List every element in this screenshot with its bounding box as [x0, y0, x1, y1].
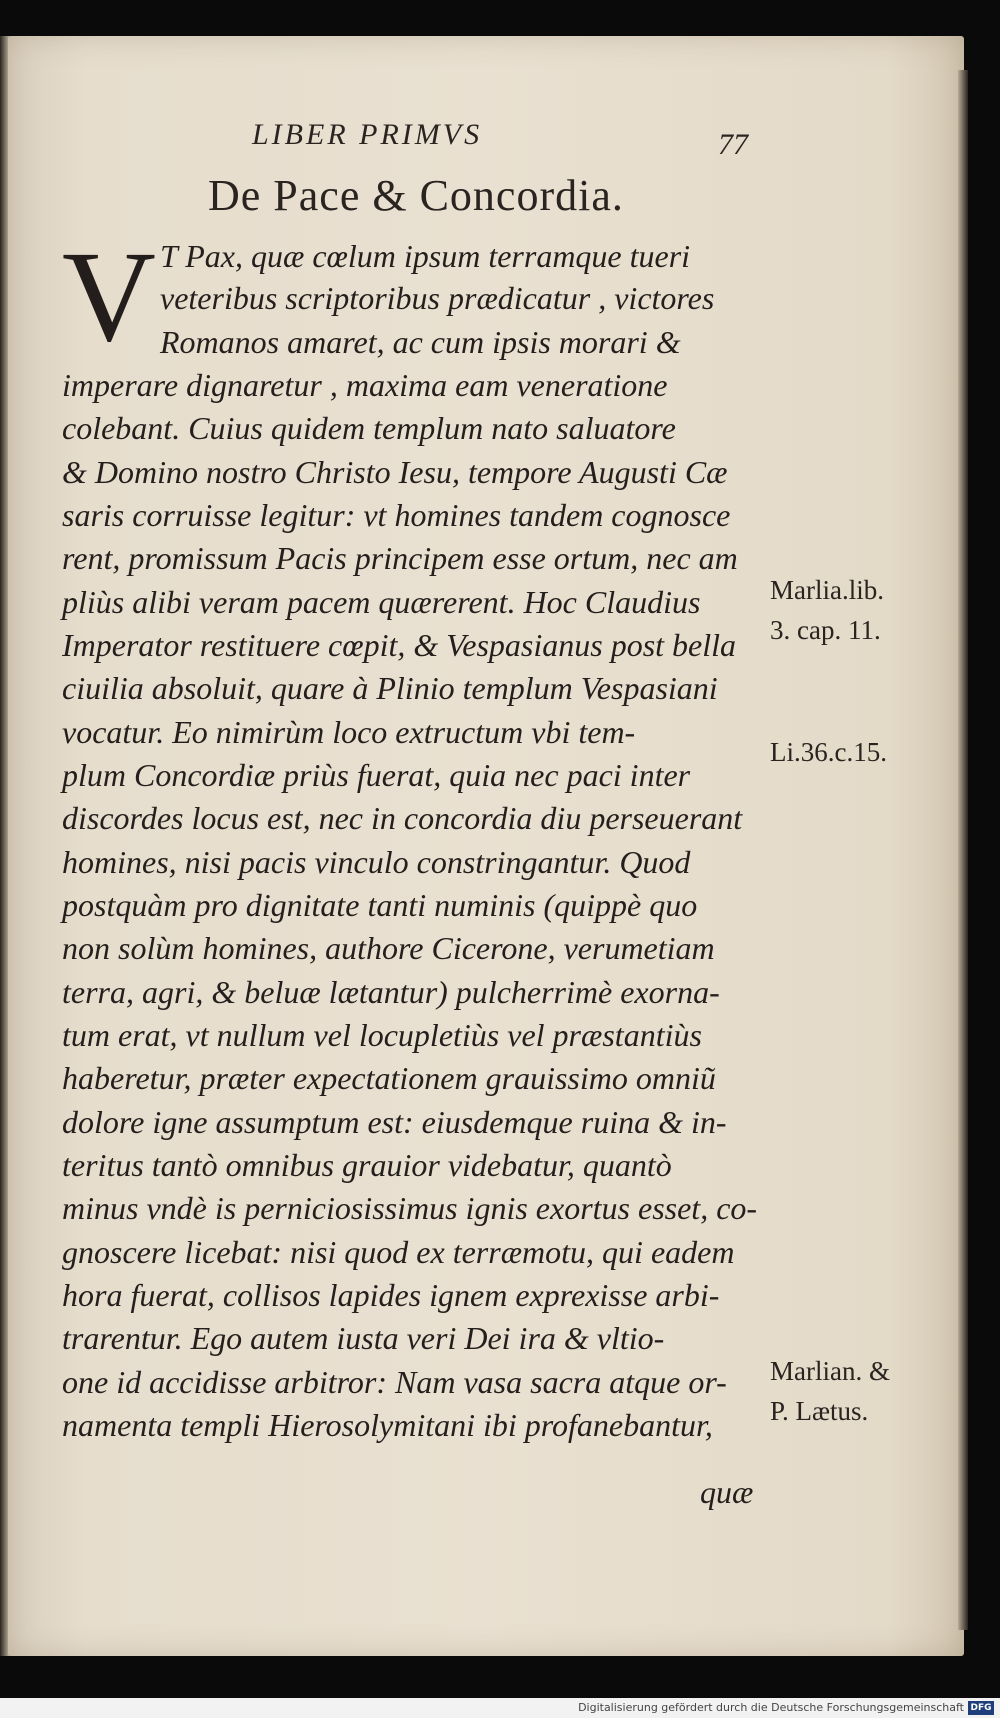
text-line: pliùs alibi veram pacem quærerent. Hoc Claudius	[62, 584, 701, 620]
text-line: colebant. Cuius quidem templum nato saluatore	[62, 410, 676, 446]
text-line: imperare dignaretur , maxima eam veneratione	[62, 367, 668, 403]
text-line: gnoscere licebat: nisi quod ex terræmotu, qui eadem	[62, 1234, 735, 1270]
text-line: T Pax, quæ cœlum ipsum terramque tueri	[160, 238, 691, 274]
marginal-note: P. Lætus.	[770, 1396, 869, 1426]
chapter-title: De Pace & Concordia.	[208, 171, 624, 220]
text-line: dolore igne assumptum est: eiusdemque ruina & in-	[62, 1104, 727, 1140]
text-line: plum Concordiæ priùs fuerat, quia nec paci inter	[62, 757, 691, 793]
text-line: tum erat, vt nullum vel locupletiùs vel præstantiùs	[62, 1017, 702, 1053]
text-line: discordes locus est, nec in concordia diu perseuerant	[62, 800, 743, 836]
text-line: Romanos amaret, ac cum ipsis morari &	[160, 324, 681, 360]
text-line: rent, promissum Pacis principem esse ortum, nec am	[62, 540, 738, 576]
text-line: trarentur. Ego autem iusta veri Dei ira & vltio-	[62, 1320, 665, 1356]
catchword: quæ	[700, 1474, 754, 1510]
text-line: one id accidisse arbitror: Nam vasa sacra atque or-	[62, 1364, 727, 1400]
text-line: namenta templi Hierosolymitani ibi profanebantur,	[62, 1407, 713, 1443]
dfg-logo: DFG	[968, 1701, 994, 1715]
marginal-note: Marlia.lib.	[770, 575, 884, 605]
marginal-note: Li.36.c.15.	[770, 737, 887, 767]
marginal-note: 3. cap. 11.	[770, 615, 881, 645]
text-line: hora fuerat, collisos lapides ignem exprexisse arbi-	[62, 1277, 720, 1313]
text-line: vocatur. Eo nimirùm loco extructum vbi tem-	[62, 714, 636, 750]
page-edge	[958, 70, 968, 1630]
text-line: terra, agri, & beluæ lætantur) pulcherrimè exorna-	[62, 974, 720, 1010]
drop-cap: V	[62, 225, 156, 369]
funding-credit: Digitalisierung gefördert durch die Deutsche Forschungsgemeinschaft	[578, 1701, 964, 1714]
text-line: Imperator restituere cœpit, & Vespasianus post bella	[62, 627, 737, 663]
marginal-note: Marlian. &	[770, 1356, 890, 1386]
text-line: & Domino nostro Christo Iesu, tempore Augusti Cæ	[62, 454, 728, 490]
text-line: saris corruisse legitur: vt homines tandem cognosce	[62, 497, 731, 533]
running-head: LIBER PRIMVS	[252, 118, 483, 151]
text-line: homines, nisi pacis vinculo constringantur. Quod	[62, 844, 691, 880]
text-line: haberetur, præter expectationem grauissimo omniũ	[62, 1060, 716, 1096]
text-line: postquàm pro dignitate tanti numinis (quippè quo	[62, 887, 698, 923]
text-line: non solùm homines, authore Cicerone, verumetiam	[62, 930, 715, 966]
page-number: 77	[718, 128, 748, 161]
text-line: minus vndè is perniciosissimus ignis exortus esset, co-	[62, 1190, 758, 1226]
text-line: veteribus scriptoribus prædicatur , victores	[160, 280, 715, 316]
text-line: ciuilia absoluit, quare à Plinio templum Vespasiani	[62, 670, 718, 706]
text-line: teritus tantò omnibus grauior videbatur, quantò	[62, 1147, 672, 1183]
